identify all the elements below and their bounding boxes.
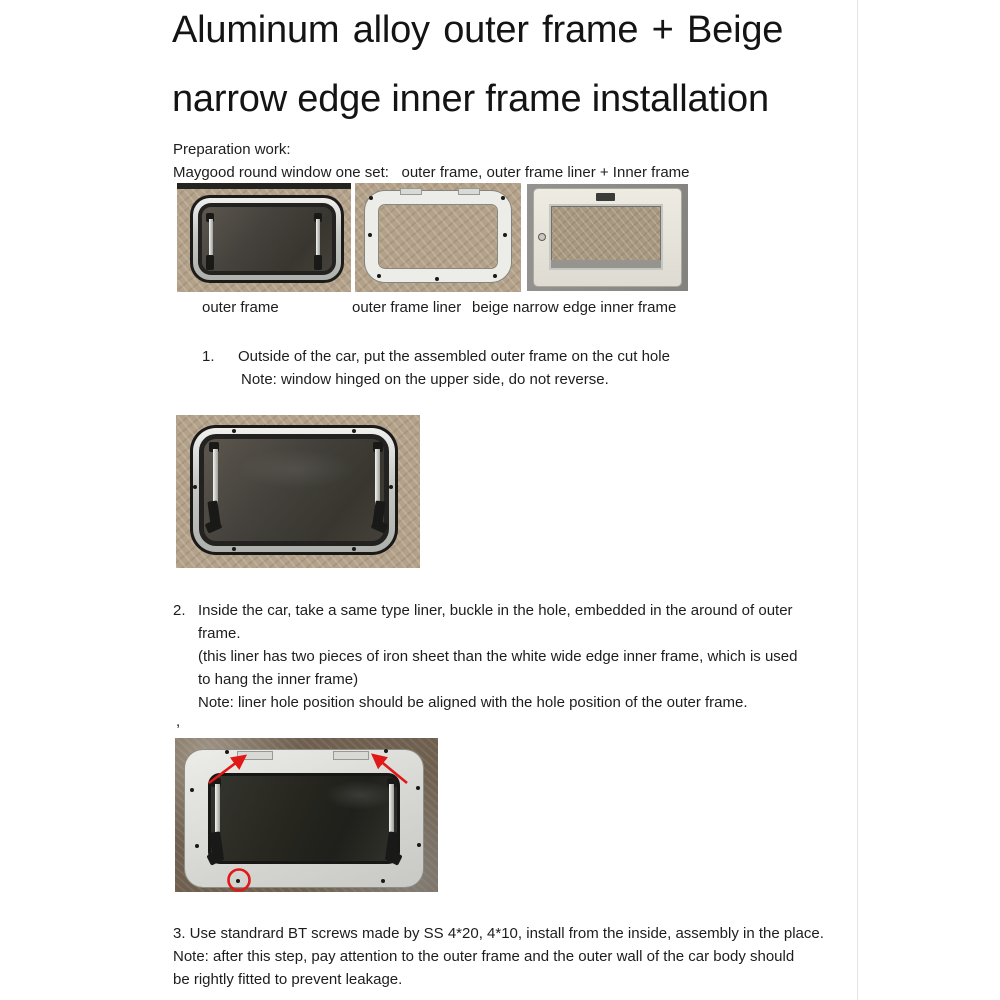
- strut-bar: [316, 219, 320, 259]
- photo-outer-frame: [177, 183, 351, 292]
- iron-sheet-clip: [400, 188, 422, 195]
- screw-hole: [503, 233, 507, 237]
- window-glass: [202, 207, 332, 271]
- screw-hole: [352, 429, 356, 433]
- photo-top-shadow: [177, 183, 351, 189]
- page-title-line-1: Aluminum alloy outer frame + Beige: [172, 9, 784, 51]
- photo-outer-frame-installed: [176, 415, 420, 568]
- strut-bar: [213, 449, 218, 507]
- step1-number: 1.: [202, 348, 215, 365]
- strut-bar: [209, 219, 213, 259]
- screw-hole: [352, 547, 356, 551]
- step1-note: Note: window hinged on the upper side, do not reverse.: [241, 371, 609, 388]
- preparation-set-line: Maygood round window one set: outer frame, outer frame liner + Inner frame: [173, 164, 690, 181]
- latch: [596, 193, 615, 201]
- step3-line: Note: after this step, pay attention to the outer frame and the outer wall of the car body should: [173, 948, 795, 965]
- screw-hole: [232, 429, 236, 433]
- strut-clamp: [206, 255, 214, 270]
- step3-line: be rightly fitted to prevent leakage.: [173, 971, 403, 988]
- screw-hole: [389, 485, 393, 489]
- step2-line: Note: liner hole position should be aligned with the hole position of the outer frame.: [198, 694, 748, 711]
- liner-white-ring: [365, 191, 511, 282]
- label-inner-frame: beige narrow edge inner frame: [472, 299, 677, 316]
- iron-sheet-clip: [458, 188, 480, 195]
- screw-hole: [493, 274, 497, 278]
- step3-paragraph: [173, 922, 853, 991]
- red-arrow-right-icon: [373, 755, 407, 783]
- stray-comma: ,: [176, 713, 181, 730]
- step1-text: Outside of the car, put the assembled outer frame on the cut hole: [238, 348, 670, 365]
- label-outer-frame-liner: outer frame liner: [352, 299, 462, 316]
- step2-line: (this liner has two pieces of iron sheet than the white wide edge inner frame, which is used: [198, 648, 798, 665]
- screw-hole: [501, 196, 505, 200]
- step2-number: 2.: [173, 602, 186, 619]
- strut-bar: [375, 449, 380, 507]
- label-outer-frame: outer frame: [202, 299, 279, 316]
- lock-hole: [538, 233, 546, 241]
- page-edge-divider: [857, 0, 858, 1000]
- preparation-heading: Preparation work:: [173, 141, 291, 158]
- step2-line: to hang the inner frame): [198, 671, 359, 688]
- photo-liner-installed-annotated: [175, 738, 438, 892]
- step2-line: Inside the car, take a same type liner, buckle in the hole, embedded in the around of outer: [198, 602, 793, 619]
- page-title-line-2: narrow edge inner frame installation: [172, 78, 769, 120]
- strut-clamp: [314, 255, 322, 270]
- photo-inner-frame: [527, 184, 688, 291]
- screw-hole: [377, 274, 381, 278]
- step2-paragraph: [198, 599, 858, 714]
- screw-hole: [193, 485, 197, 489]
- step3-line: 3. Use standrard BT screws made by SS 4*20, 4*10, install from the inside, assembly in the place.: [173, 925, 824, 942]
- photo-outer-frame-liner: [355, 183, 521, 292]
- step2-line: frame.: [198, 625, 241, 642]
- glass-sheen: [236, 449, 356, 489]
- red-arrow-left-icon: [209, 756, 245, 783]
- annotation-overlay: [175, 738, 438, 892]
- frame-sill: [551, 260, 661, 268]
- screw-hole: [435, 277, 439, 281]
- screw-hole: [232, 547, 236, 551]
- red-circle-icon: [229, 870, 250, 891]
- screw-hole: [369, 196, 373, 200]
- screw-hole: [368, 233, 372, 237]
